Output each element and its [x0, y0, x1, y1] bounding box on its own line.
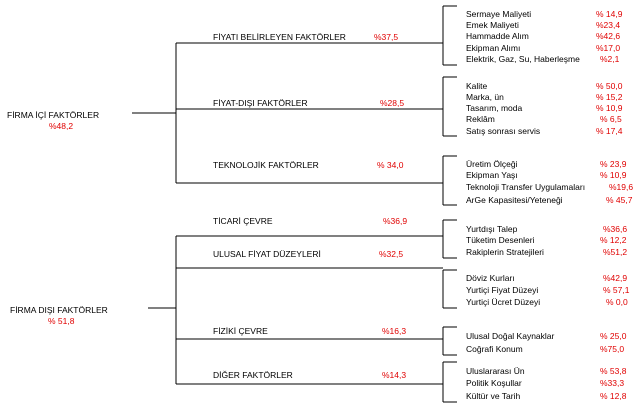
factor-value: %14,3 [382, 370, 407, 380]
item-label: Ekipman Alımı [466, 43, 521, 53]
item-value: %19,6 [609, 182, 634, 192]
item-value: % 12,8 [600, 391, 627, 401]
item-value: % 15,2 [596, 92, 623, 102]
item-value: % 6,5 [600, 114, 622, 124]
item-label: Tüketim Desenleri [466, 235, 535, 245]
item-value: %23,4 [596, 20, 621, 30]
factor-value: %37,5 [374, 32, 399, 42]
item-value: % 17,4 [596, 126, 623, 136]
item-label: Hammadde Alım [466, 31, 529, 41]
item-value: % 14,9 [596, 9, 623, 19]
item-label: Politik Koşullar [466, 378, 522, 388]
item-value: % 10,9 [596, 103, 623, 113]
factor-label: TEKNOLOJİK FAKTÖRLER [213, 160, 319, 170]
group-label: FİRMA DIŞI FAKTÖRLER [10, 305, 108, 315]
item-label: Yurtdışı Talep [466, 224, 518, 234]
factor-value: %32,5 [379, 249, 404, 259]
item-value: %2,1 [600, 54, 620, 64]
item-label: Döviz Kurları [466, 273, 515, 283]
item-value: % 10,9 [600, 170, 627, 180]
item-label: Sermaye Maliyeti [466, 9, 532, 19]
item-value: % 23,9 [600, 159, 627, 169]
item-label: Kalite [466, 81, 488, 91]
factor-value: %36,9 [383, 216, 408, 226]
item-label: Emek Maliyeti [466, 20, 519, 30]
group-label: FİRMA İÇİ FAKTÖRLER [7, 110, 100, 120]
factor-label: TİCARİ ÇEVRE [213, 216, 273, 226]
factor-label: FİYATI BELİRLEYEN FAKTÖRLER [213, 32, 346, 42]
item-value: % 12,2 [600, 235, 627, 245]
factor-value: %28,5 [380, 98, 405, 108]
item-value: % 57,1 [603, 285, 630, 295]
item-label: Yurtiçi Ücret Düzeyi [466, 297, 541, 307]
item-label: Kültür ve Tarih [466, 391, 521, 401]
item-label: Ulusal Doğal Kaynaklar [466, 331, 555, 341]
item-label: Reklâm [466, 114, 495, 124]
item-value: %33,3 [600, 378, 625, 388]
item-label: Teknoloji Transfer Uygulamaları [466, 182, 586, 192]
item-value: % 0,0 [606, 297, 628, 307]
group-value: % 51,8 [48, 316, 75, 326]
item-label: Uluslararası Ün [466, 366, 525, 376]
factor-value: %16,3 [382, 326, 407, 336]
item-value: %42,6 [596, 31, 621, 41]
item-value: % 25,0 [600, 331, 627, 341]
item-label: Yurtiçi Fiyat Düzeyi [466, 285, 539, 295]
item-value: %17,0 [596, 43, 621, 53]
item-value: %75,0 [600, 344, 625, 354]
item-value: % 53,8 [600, 366, 627, 376]
item-label: Tasarım, moda [466, 103, 523, 113]
item-value: %42,9 [603, 273, 628, 283]
item-label: Satış sonrası servis [466, 126, 541, 136]
factor-label: FİZİKİ ÇEVRE [213, 326, 268, 336]
factor-label: FİYAT-DIŞI FAKTÖRLER [213, 98, 308, 108]
item-label: Üretim Ölçeği [466, 159, 518, 169]
item-label: Coğrafi Konum [466, 344, 523, 354]
item-value: % 50,0 [596, 81, 623, 91]
item-label: Marka, ün [466, 92, 504, 102]
item-value: %36,6 [603, 224, 628, 234]
factor-value: % 34,0 [377, 160, 404, 170]
item-label: ArGe Kapasitesi/Yeteneği [466, 195, 563, 205]
item-label: Elektrik, Gaz, Su, Haberleşme [466, 54, 580, 64]
item-label: Rakiplerin Stratejileri [466, 247, 544, 257]
factor-label: ULUSAL FİYAT DÜZEYLERİ [213, 249, 321, 259]
factor-label: DİĞER FAKTÖRLER [213, 370, 293, 380]
item-label: Ekipman Yaşı [466, 170, 518, 180]
item-value: %51,2 [603, 247, 628, 257]
group-value: %48,2 [49, 121, 74, 131]
item-value: % 45,7 [606, 195, 633, 205]
